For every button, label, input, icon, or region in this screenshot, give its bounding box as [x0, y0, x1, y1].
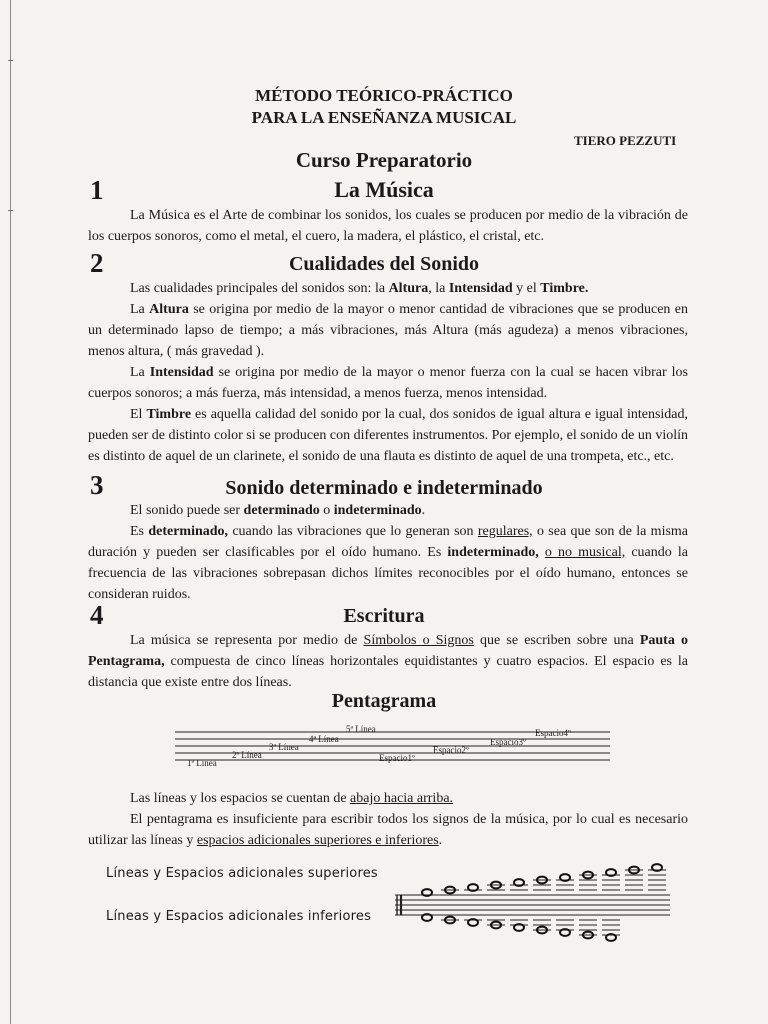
- paragraph: Las líneas y los espacios se cuentan de abajo hacia arriba.: [130, 791, 454, 806]
- staff-svg: [175, 722, 610, 772]
- ledger-notation: [395, 855, 670, 955]
- ledger-upper-label: Líneas y Espacios adicionales superiores: [106, 866, 378, 881]
- paragraph: El pentagrama es insuficiente para escribir todos los signos de la música, por lo cual es necesario utilizar las líneas y espacios adicionales superiores e inferiores.: [88, 812, 688, 848]
- margin-mark: [8, 60, 13, 61]
- section-number: 3: [90, 470, 104, 500]
- staff-diagram: [175, 722, 610, 772]
- section-number: 1: [90, 175, 104, 205]
- section-4-body: [88, 630, 688, 693]
- section-2-body: [88, 278, 688, 467]
- document-title-line-1: MÉTODO TEÓRICO-PRÁCTICO: [255, 86, 513, 105]
- section-1-body: [88, 205, 688, 247]
- staff-space-label: Espacio4º: [535, 728, 571, 738]
- section-number: 2: [90, 248, 104, 278]
- staff-line-label: 5ª Línea: [346, 724, 376, 734]
- paragraph: El Timbre es aquella calidad del sonido por la cual, dos sonidos de igual altura e igual intensidad, pueden ser de distinto color si se producen con diferentes instrumentos. Por ejemplo, el sonido de un violín es distinto de aquel de un clarinete, el sonido de una flauta es distinto de aquel de una trompeta, etc., etc.: [88, 407, 688, 464]
- staff-space-label: Espacio2º: [433, 745, 469, 755]
- paragraph: La Intensidad se origina por medio de la mayor o menor fuerza con la cual se hacen vibrar los cuerpos sonoros; a más fuerza, más intensidad, a menos fuerza, menos intensidad.: [88, 365, 688, 401]
- margin-mark: [8, 210, 13, 211]
- section-heading: Escritura: [343, 605, 425, 627]
- paragraph: La Altura se origina por medio de la mayor o menor cantidad de vibraciones que se producen en un determinado lapso de tiempo; a más vibraciones, más Altura (más agudeza) a menos vibraciones, menos altura, ( más gravedad ).: [88, 302, 689, 359]
- after-staff-body: [88, 788, 688, 851]
- ledger-svg: [395, 855, 670, 955]
- paragraph: La música se representa por medio de Símbolos o Signos que se escriben sobre una Pauta o Pentagrama, compuesta de cinco líneas horizontales equidistantes y cuatro espacios. El espacio es la distancia que existe entre dos líneas.: [88, 633, 688, 690]
- staff-space-label: Espacio1º: [379, 753, 415, 763]
- staff-line-label: 2ª Línea: [232, 750, 262, 760]
- section-heading: La Música: [334, 177, 434, 202]
- section-number: 4: [90, 600, 104, 630]
- paragraph: Las cualidades principales del sonidos son: la Altura, la Intensidad y el Timbre.: [130, 281, 589, 296]
- lower-ledger-notes: [422, 914, 620, 941]
- author-name: TIERO PEZZUTI: [574, 133, 677, 148]
- staff-line-label: 3ª Línea: [269, 742, 299, 752]
- staff-space-label: Espacio3º: [490, 737, 526, 747]
- staff-line-label: 1ª Línea: [187, 758, 217, 768]
- section-heading: Sonido determinado e indeterminado: [225, 477, 543, 499]
- course-subtitle: Curso Preparatorio: [295, 148, 473, 172]
- section-3-body: [88, 500, 688, 605]
- ledger-lower-label: Líneas y Espacios adicionales inferiores: [106, 909, 372, 924]
- staff-line-label: 4ª Línea: [309, 734, 339, 744]
- section-heading: Cualidades del Sonido: [288, 253, 480, 275]
- paragraph: El sonido puede ser determinado o indeterminado.: [130, 503, 426, 518]
- pentagrama-heading: Pentagrama: [331, 690, 437, 712]
- upper-ledger-notes: [422, 864, 666, 896]
- paragraph: Es determinado, cuando las vibraciones que lo generan son regulares, o sea que son de la misma duración y pueden ser clasificables por el oído humano. Es indeterminado, o no musical, cuando la frecuencia de las vibraciones sobrepasan dichos límites reconocibles por el oído humano, entonces se consideran ruidos.: [88, 524, 689, 602]
- document-title-line-2: PARA LA ENSEÑANZA MUSICAL: [251, 108, 517, 127]
- paragraph: La Música es el Arte de combinar los sonidos, los cuales se producen por medio de la vibración de los cuerpos sonoros, como el metal, el cuero, la madera, el plástico, el cristal, etc.: [88, 208, 688, 244]
